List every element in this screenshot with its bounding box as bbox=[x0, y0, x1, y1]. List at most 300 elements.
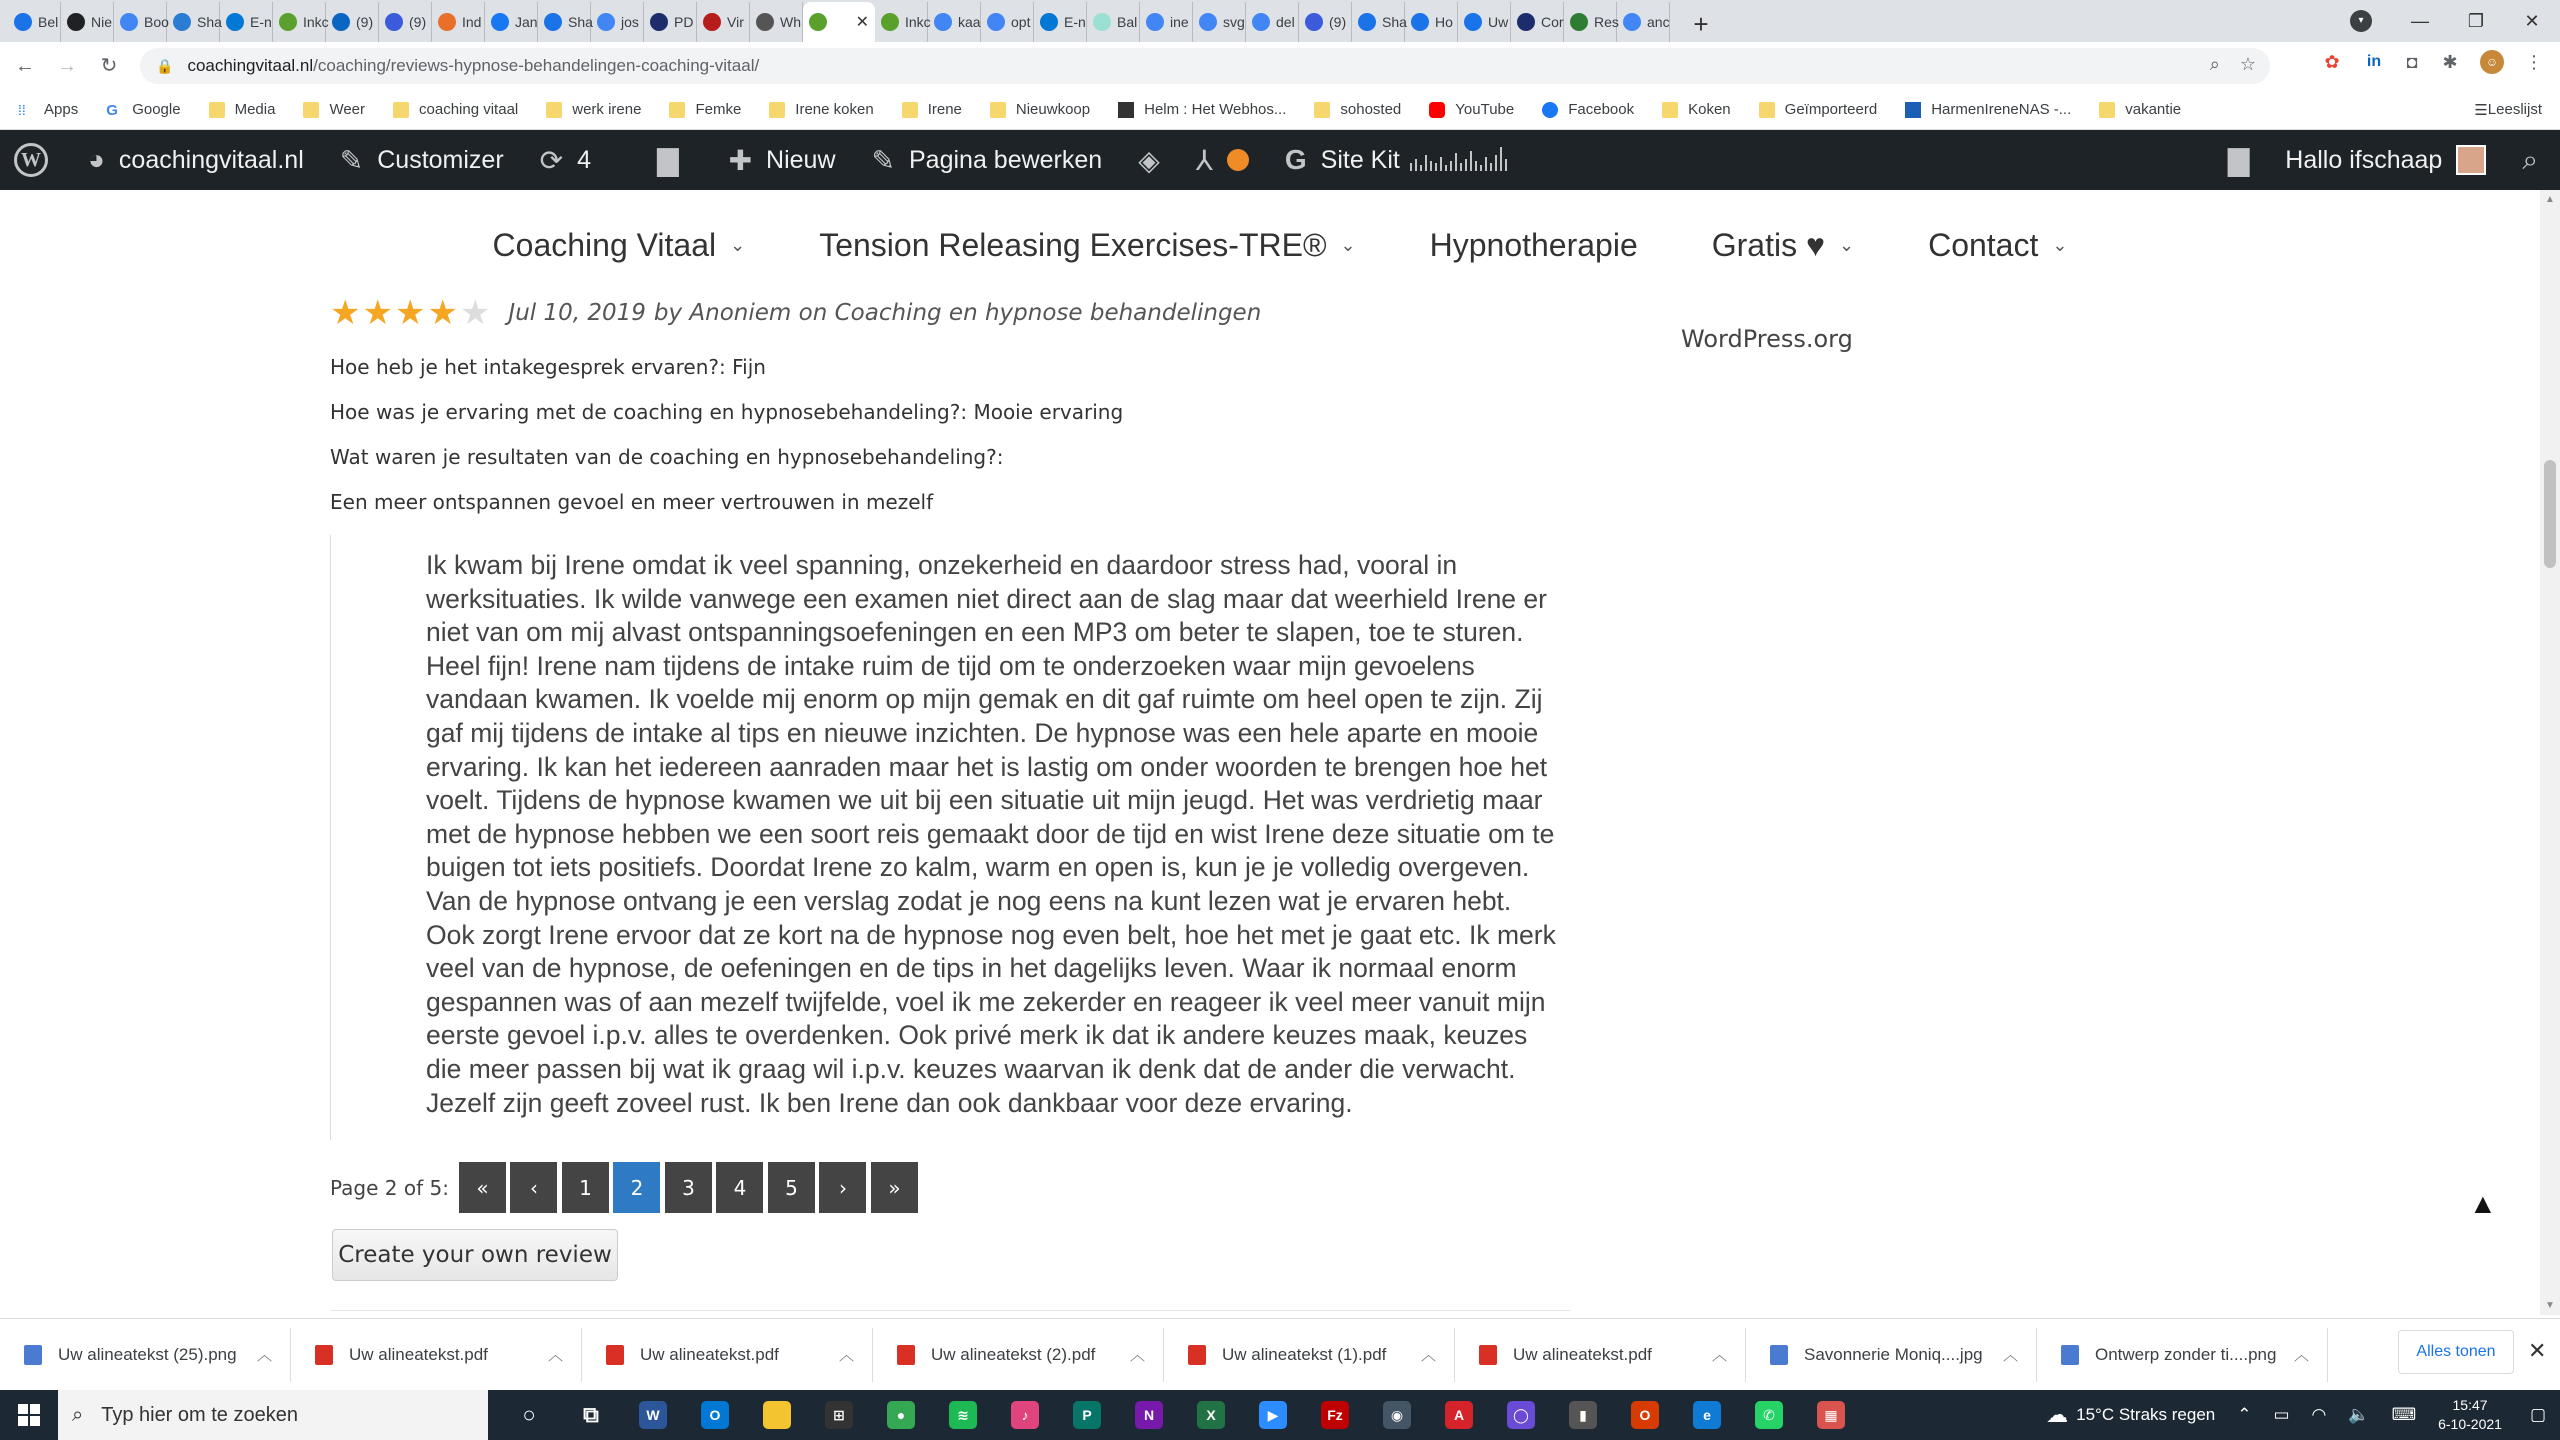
chevron-up-icon[interactable]: ︿ bbox=[2002, 1347, 2018, 1364]
bookmark-site[interactable] bbox=[1118, 101, 1286, 118]
diamond-icon: ◈ bbox=[1138, 144, 1160, 176]
tab-title: (9) bbox=[1329, 14, 1347, 30]
chevron-down-icon: ⌄ bbox=[730, 234, 746, 255]
filezilla-icon: Fz bbox=[1321, 1401, 1349, 1429]
tab[interactable] bbox=[8, 2, 61, 42]
filezilla-taskbar-button[interactable] bbox=[1304, 1390, 1366, 1440]
seo-status-dot bbox=[1227, 149, 1249, 171]
folder-icon bbox=[209, 102, 225, 118]
tab-title: Cor bbox=[1541, 14, 1564, 30]
clock-time: 15:47 bbox=[2452, 1397, 2488, 1413]
download-filename: Savonnerie Moniq....jpg bbox=[1804, 1344, 1983, 1364]
tab-title: Boo bbox=[144, 14, 169, 30]
excel-taskbar-button[interactable] bbox=[1180, 1390, 1242, 1440]
tab-title: jos bbox=[621, 14, 639, 30]
tab[interactable] bbox=[1511, 2, 1564, 42]
tab-title: Bal bbox=[1117, 14, 1138, 30]
tab[interactable] bbox=[697, 2, 750, 42]
publisher-taskbar-button[interactable] bbox=[1056, 1390, 1118, 1440]
bookmark-label: Irene bbox=[927, 101, 962, 118]
close-window-icon[interactable]: ✕ bbox=[2524, 10, 2540, 31]
bookmark-facebook[interactable] bbox=[1542, 101, 1634, 118]
pdf-file-icon bbox=[315, 1345, 333, 1365]
tab-active[interactable] bbox=[803, 2, 875, 42]
tab-favicon-icon bbox=[1464, 13, 1482, 31]
tab-favicon-icon bbox=[597, 13, 615, 31]
download-item[interactable] bbox=[2037, 1328, 2328, 1382]
nav-item[interactable] bbox=[1430, 227, 1638, 264]
tab[interactable] bbox=[1034, 2, 1087, 42]
tab[interactable] bbox=[432, 2, 485, 42]
scroll-down-arrow-icon[interactable]: ▼ bbox=[2545, 1300, 2555, 1311]
browser-toolbar bbox=[0, 42, 2560, 90]
network-icon[interactable]: ▭ bbox=[2273, 1405, 2290, 1424]
circle-app-icon: ◯ bbox=[1507, 1401, 1535, 1429]
tab[interactable] bbox=[1564, 2, 1617, 42]
pagination-button[interactable]: 5 bbox=[768, 1162, 815, 1213]
star-filled-icon: ★ bbox=[362, 293, 393, 333]
bookmark-label: Irene koken bbox=[795, 101, 874, 118]
whatsapp-icon: ✆ bbox=[1755, 1401, 1783, 1429]
usb-icon: ▮ bbox=[1569, 1401, 1597, 1429]
sidebar-wordpress-link[interactable]: WordPress.org bbox=[1681, 325, 1853, 353]
tab[interactable] bbox=[1352, 2, 1405, 42]
itunes-taskbar-button[interactable] bbox=[994, 1390, 1056, 1440]
language-icon[interactable]: ⌨ bbox=[2391, 1405, 2417, 1424]
updates-link[interactable] bbox=[522, 130, 609, 190]
tab-title: Res bbox=[1594, 14, 1619, 30]
comment-icon: ▇ bbox=[657, 144, 679, 176]
tab-favicon-icon bbox=[650, 13, 668, 31]
tab-title: PD bbox=[674, 14, 694, 30]
reading-list-icon: ☰ bbox=[2474, 101, 2488, 119]
tab-title: Ind bbox=[462, 14, 482, 30]
user-avatar bbox=[2456, 145, 2486, 175]
download-filename: Uw alineatekst.pdf bbox=[640, 1344, 779, 1364]
tab[interactable] bbox=[1405, 2, 1458, 42]
back-icon[interactable]: ← bbox=[15, 55, 35, 77]
chevron-up-icon[interactable]: ︿ bbox=[1711, 1347, 1727, 1364]
outlook-icon: O bbox=[701, 1401, 729, 1429]
youtube-icon bbox=[1429, 102, 1445, 118]
browser-menu-icon[interactable]: ⋮ bbox=[2525, 52, 2543, 72]
review-question-results: Wat waren je resultaten van de coaching en hypnosebehandeling?: bbox=[330, 445, 1004, 469]
pdf-file-icon bbox=[1479, 1345, 1497, 1365]
tab[interactable] bbox=[220, 2, 273, 42]
tab-title: svg bbox=[1223, 14, 1245, 30]
chevron-up-icon[interactable]: ︿ bbox=[838, 1347, 854, 1364]
chevron-up-icon[interactable]: ︿ bbox=[2293, 1347, 2309, 1364]
tab[interactable] bbox=[538, 2, 591, 42]
chevron-down-icon: ⌄ bbox=[2052, 234, 2068, 255]
zoom-icon[interactable]: ⌕ bbox=[2209, 54, 2220, 74]
whatsapp-taskbar-button[interactable] bbox=[1738, 1390, 1800, 1440]
tab-favicon-icon bbox=[1252, 13, 1270, 31]
yoast-seo-menu[interactable] bbox=[1178, 130, 1267, 190]
create-review-button[interactable]: Create your own review bbox=[332, 1229, 618, 1281]
my-account-menu[interactable] bbox=[2281, 130, 2504, 190]
review-answer-results: Een meer ontspannen gevoel en meer vertrouwen in mezelf bbox=[330, 490, 934, 514]
store-icon: ⊞ bbox=[825, 1401, 853, 1429]
task-view-icon: ⧉ bbox=[583, 1402, 599, 1427]
bookmark-folder[interactable] bbox=[1314, 101, 1401, 118]
store-taskbar-button[interactable] bbox=[808, 1390, 870, 1440]
notification-icon: ▇ bbox=[2227, 144, 2250, 176]
bookmark-nas[interactable] bbox=[1905, 101, 2071, 118]
tab-favicon-icon bbox=[1411, 13, 1429, 31]
folder-icon bbox=[769, 102, 785, 118]
tab-favicon-icon bbox=[67, 13, 85, 31]
pdf-file-icon bbox=[1188, 1345, 1206, 1365]
reading-list-label: Leeslijst bbox=[2487, 101, 2542, 118]
star-filled-icon: ★ bbox=[394, 293, 426, 333]
diamond-plugin-menu[interactable] bbox=[1120, 130, 1178, 190]
pagination-button[interactable]: 4 bbox=[716, 1162, 763, 1213]
tab-favicon-icon bbox=[756, 13, 774, 31]
wordpress-icon: W bbox=[14, 143, 48, 177]
tab-search-icon[interactable]: ▾ bbox=[2350, 10, 2372, 32]
tab-favicon-icon bbox=[226, 13, 244, 31]
paint-taskbar-button[interactable] bbox=[1800, 1390, 1862, 1440]
tab-title: Sha bbox=[197, 14, 222, 30]
acrobat-taskbar-button[interactable] bbox=[1428, 1390, 1490, 1440]
tab[interactable] bbox=[1458, 2, 1511, 42]
tab[interactable] bbox=[273, 2, 329, 42]
new-content-menu[interactable] bbox=[711, 130, 854, 190]
review-date: Jul 10, 2019 bbox=[508, 300, 646, 326]
review-body: Ik kwam bij Irene omdat ik veel spanning, onzekerheid en daardoor stress had, vooral in werksituaties. Ik wilde vanwege een examen niet direct aan de slag maar dat weerhield Irene er niet van om mij alvast ontspanningsoefeningen en een MP3 om beter te slapen, toe te sturen. Heel fijn! Irene nam tijdens de intake ruim de tijd om te onderzoeken waar mijn gevoelens vandaan kwamen. Ik voelde mij enorm op mijn gemak en dit gaf ruimte om heel open te zijn. Zij gaf mij tijdens de intake al tips en nieuwe inzichten. De hypnose was een hele aparte en mooie ervaring. Ik kan het iedereen aanraden maar het is lastig om onder woorden te brengen hoe het voelt. Tijdens de hypnose kwamen we uit bij een situatie uit mijn jeugd. Het was verdrietig maar met de hypnose hebben we een soort reis gemaakt door de tijd en wist Irene deze situatie om te buigen tot iets positiefs. Doordat Irene zo kalm, warm en open is, kun je je volledig overgeven. Van de hypnose ontvang je een verslag zodat je nog eens na kunt lezen wat je ervaren hebt. Ook zorgt Irene ervoor dat ze kort na de hypnose nog even belt, hoe het met je gaat etc. Ik merk veel van de hypnose, de oefeningen en de tips in het dagelijks leven. Waar ik normaal enorm gespannen was of aan mezelf twijfelde, voel ik me zekerder en reageer ik veel meer vanuit mijn eerste gevoel i.p.v. alles te overdenken. Ook privé merk ik dat ik andere keuzes maak, keuzes die meer passen bij wat ik graag wil i.p.v. keuzes waarvan ik denk dat de ander die verwacht. Jezelf zijn geeft zoveel rust. Ik ben Irene dan ook dankbaar voor deze ervaring. bbox=[330, 535, 1565, 1140]
word-taskbar-button[interactable] bbox=[622, 1390, 684, 1440]
cortana-taskbar-button[interactable] bbox=[498, 1390, 560, 1440]
bookmark-label: Media bbox=[234, 101, 276, 118]
tab-favicon-icon bbox=[385, 13, 403, 31]
tab-title: opt bbox=[1011, 14, 1031, 30]
review-question-experience: Hoe was je ervaring met de coaching en hypnosebehandeling?: Mooie ervaring bbox=[330, 400, 1124, 424]
download-item[interactable] bbox=[873, 1328, 1164, 1382]
yoast-icon: ⅄ bbox=[1195, 144, 1213, 176]
download-item[interactable] bbox=[0, 1328, 291, 1382]
tab[interactable] bbox=[167, 2, 220, 42]
bookmark-label: Google bbox=[132, 101, 181, 118]
new-tab-icon[interactable]: + bbox=[1693, 9, 1709, 39]
bookmark-folder[interactable] bbox=[902, 101, 962, 118]
star-filled-icon: ★ bbox=[330, 293, 361, 333]
reload-icon[interactable]: ↻ bbox=[100, 55, 118, 77]
taskbar-search-placeholder: Typ hier om te zoeken bbox=[101, 1403, 298, 1426]
minimize-icon[interactable]: — bbox=[2411, 10, 2429, 31]
chevron-up-icon[interactable]: ︿ bbox=[256, 1347, 272, 1364]
tab-favicon-icon bbox=[1146, 13, 1164, 31]
tab[interactable] bbox=[750, 2, 803, 42]
nav-item[interactable] bbox=[819, 227, 1355, 264]
tab-favicon-icon bbox=[1093, 13, 1111, 31]
bookmark-youtube[interactable] bbox=[1429, 101, 1514, 118]
zoom-taskbar-button[interactable] bbox=[1242, 1390, 1304, 1440]
bookmark-star-icon[interactable]: ☆ bbox=[2239, 54, 2256, 74]
vpn-taskbar-button[interactable] bbox=[1366, 1390, 1428, 1440]
bookmark-folder[interactable] bbox=[546, 101, 641, 118]
forward-icon[interactable]: → bbox=[57, 55, 77, 77]
tab-favicon-icon bbox=[544, 13, 562, 31]
address-bar[interactable] bbox=[140, 48, 2270, 84]
publisher-icon: P bbox=[1073, 1401, 1101, 1429]
linkedin-extension-icon[interactable]: in bbox=[2366, 53, 2382, 70]
bookmark-label: Weer bbox=[329, 101, 366, 118]
site-navigation bbox=[0, 190, 2560, 300]
color-extension-icon[interactable]: ✿ bbox=[2324, 52, 2340, 72]
tab[interactable] bbox=[485, 2, 538, 42]
tab-favicon-icon bbox=[1570, 13, 1588, 31]
pagination-button[interactable]: › bbox=[819, 1162, 866, 1213]
download-filename: Uw alineatekst.pdf bbox=[349, 1344, 488, 1364]
nav-item[interactable] bbox=[1928, 227, 2067, 264]
task-view-taskbar-button[interactable] bbox=[560, 1390, 622, 1440]
maximize-icon[interactable]: ❐ bbox=[2467, 10, 2485, 31]
weather-text[interactable]: 15°C Straks regen bbox=[2076, 1405, 2216, 1424]
taskbar-search[interactable] bbox=[58, 1390, 488, 1440]
tab-title: Uw bbox=[1488, 14, 1509, 30]
jpg-file-icon bbox=[1770, 1345, 1788, 1365]
office-taskbar-button[interactable] bbox=[1614, 1390, 1676, 1440]
tab[interactable] bbox=[1087, 2, 1140, 42]
zoom-icon: ▶ bbox=[1259, 1401, 1287, 1429]
folder-icon bbox=[1759, 102, 1775, 118]
updates-icon: ⟳ bbox=[539, 144, 564, 176]
tab-favicon-icon bbox=[1358, 13, 1376, 31]
pagination-button[interactable]: 1 bbox=[562, 1162, 609, 1213]
review-header bbox=[330, 295, 1570, 331]
bookmark-folder[interactable] bbox=[2099, 101, 2181, 118]
extensions-puzzle-icon[interactable]: ✱ bbox=[2442, 52, 2458, 72]
tab-favicon-icon bbox=[809, 13, 827, 31]
bookmark-google[interactable] bbox=[106, 101, 180, 118]
tab-favicon-icon bbox=[987, 13, 1005, 31]
folder-icon bbox=[393, 102, 409, 118]
folder-icon bbox=[546, 102, 562, 118]
lock-icon: 🔒 bbox=[156, 57, 174, 74]
outlook-taskbar-button[interactable] bbox=[684, 1390, 746, 1440]
tab-favicon-icon bbox=[491, 13, 509, 31]
nav-item-label: Gratis ♥ bbox=[1711, 226, 1825, 263]
admin-search[interactable] bbox=[2504, 130, 2560, 190]
download-filename: Uw alineatekst (2).pdf bbox=[931, 1344, 1096, 1364]
pagination-current[interactable]: 2 bbox=[613, 1162, 660, 1213]
tab-title: Sha bbox=[568, 14, 593, 30]
nav-item[interactable] bbox=[493, 227, 746, 264]
bookmark-folder[interactable] bbox=[990, 101, 1090, 118]
download-item[interactable] bbox=[1746, 1328, 2037, 1382]
google-g-icon: G bbox=[1284, 144, 1307, 175]
acrobat-icon: A bbox=[1445, 1401, 1473, 1429]
pagination-button[interactable]: « bbox=[459, 1162, 506, 1213]
explorer-taskbar-button[interactable] bbox=[746, 1390, 808, 1440]
nav-item-label: Coaching Vitaal bbox=[492, 226, 717, 263]
download-item[interactable] bbox=[1164, 1328, 1455, 1382]
brush-icon: ✎ bbox=[339, 144, 364, 176]
tab-title: Nie bbox=[91, 14, 113, 30]
tab-title: E-n bbox=[250, 14, 272, 30]
spotify-icon: ≋ bbox=[949, 1401, 977, 1429]
tab-favicon-icon bbox=[1517, 13, 1535, 31]
bookmark-label: Nieuwkoop bbox=[1015, 101, 1091, 118]
edit-page-link[interactable] bbox=[854, 130, 1121, 190]
tab[interactable] bbox=[326, 2, 379, 42]
nav-item-label: Contact bbox=[1928, 226, 2039, 263]
bookmark-folder[interactable] bbox=[209, 101, 276, 118]
show-all-downloads-button[interactable]: Alles tonen bbox=[2398, 1330, 2514, 1374]
tab[interactable] bbox=[1193, 2, 1246, 42]
bookmark-label: Geïmporteerd bbox=[1784, 101, 1878, 118]
tab[interactable] bbox=[928, 2, 981, 42]
windows-taskbar bbox=[0, 1390, 2560, 1440]
onenote-icon: N bbox=[1135, 1401, 1163, 1429]
bookmark-folder[interactable] bbox=[1662, 101, 1731, 118]
circle-app-taskbar-button[interactable] bbox=[1490, 1390, 1552, 1440]
nav-item[interactable] bbox=[1712, 227, 1854, 264]
bookmark-folder[interactable] bbox=[669, 101, 741, 118]
bookmark-label: Facebook bbox=[1568, 101, 1635, 118]
wp-admin-bar bbox=[0, 130, 2560, 190]
plus-icon: ✚ bbox=[728, 144, 753, 176]
tab-title: Bel bbox=[38, 14, 59, 30]
bookmark-label: Apps bbox=[44, 101, 79, 118]
tray-expand-icon[interactable]: ⌃ bbox=[2237, 1405, 2252, 1424]
pagination-button[interactable]: » bbox=[871, 1162, 918, 1213]
bookmark-folder[interactable] bbox=[303, 101, 365, 118]
chevron-up-icon[interactable]: ︿ bbox=[1129, 1347, 1145, 1364]
nav-item-label: Hypnotherapie bbox=[1429, 226, 1638, 263]
search-icon: ⌕ bbox=[2522, 143, 2538, 175]
download-filename: Uw alineatekst (25).png bbox=[58, 1344, 237, 1364]
google-icon: G bbox=[106, 101, 118, 119]
edge-taskbar-button[interactable] bbox=[1676, 1390, 1738, 1440]
bookmark-folder[interactable] bbox=[1759, 101, 1878, 118]
bookmark-label: Koken bbox=[1688, 101, 1731, 118]
itunes-icon: ♪ bbox=[1011, 1401, 1039, 1429]
tab[interactable] bbox=[644, 2, 697, 42]
tab-title: kaa bbox=[958, 14, 981, 30]
tab-close-icon[interactable]: ✕ bbox=[855, 14, 869, 31]
comments-link[interactable] bbox=[639, 130, 711, 190]
download-item[interactable] bbox=[291, 1328, 582, 1382]
onenote-taskbar-button[interactable] bbox=[1118, 1390, 1180, 1440]
tab-favicon-icon bbox=[1623, 13, 1641, 31]
folder-icon bbox=[669, 102, 685, 118]
chevron-down-icon: ⌄ bbox=[1838, 234, 1855, 255]
review-byline: by Anoniem on Coaching en hypnose behandelingen bbox=[653, 300, 1262, 326]
updates-count: 4 bbox=[577, 145, 592, 174]
clock-date: 6-10-2021 bbox=[2438, 1416, 2502, 1432]
system-tray bbox=[2046, 1390, 2560, 1440]
tab[interactable] bbox=[1140, 2, 1193, 42]
volume-icon[interactable]: 🔈 bbox=[2348, 1405, 2370, 1424]
chevron-up-icon[interactable]: ︿ bbox=[547, 1347, 563, 1364]
tab[interactable] bbox=[591, 2, 644, 42]
tab[interactable] bbox=[1246, 2, 1299, 42]
spotify-taskbar-button[interactable] bbox=[932, 1390, 994, 1440]
excel-icon: X bbox=[1197, 1401, 1225, 1429]
pagination-button[interactable]: ‹ bbox=[510, 1162, 557, 1213]
tab[interactable] bbox=[875, 2, 931, 42]
tab[interactable] bbox=[114, 2, 167, 42]
usb-taskbar-button[interactable] bbox=[1552, 1390, 1614, 1440]
bookmark-apps[interactable] bbox=[18, 101, 78, 118]
tab[interactable] bbox=[1299, 2, 1352, 42]
customizer-link[interactable] bbox=[322, 130, 522, 190]
bookmark-folder[interactable] bbox=[393, 101, 518, 118]
scroll-up-arrow-icon[interactable]: ▲ bbox=[2545, 194, 2555, 205]
tab[interactable] bbox=[1617, 2, 1670, 42]
star-filled-icon: ★ bbox=[427, 293, 458, 333]
png-file-icon bbox=[2061, 1345, 2079, 1365]
tab-title: Jan bbox=[515, 14, 538, 30]
start-button[interactable] bbox=[0, 1390, 58, 1440]
reading-list[interactable] bbox=[2474, 101, 2542, 119]
tab-title: Vir bbox=[727, 14, 744, 30]
close-downloads-icon[interactable]: ✕ bbox=[2528, 1338, 2547, 1363]
pdf-file-icon bbox=[606, 1345, 624, 1365]
chevron-up-icon[interactable]: ︿ bbox=[1420, 1347, 1436, 1364]
camera-extension-icon[interactable]: ◘ bbox=[2406, 52, 2418, 72]
bookmark-label: werk irene bbox=[572, 101, 642, 118]
tab-favicon-icon bbox=[279, 13, 297, 31]
bookmark-folder[interactable] bbox=[769, 101, 873, 118]
notification-center-icon[interactable]: ▢ bbox=[2529, 1405, 2546, 1424]
pencil-icon: ✎ bbox=[871, 144, 895, 176]
tab-strip bbox=[0, 0, 2560, 42]
notifications-menu[interactable] bbox=[2210, 130, 2282, 190]
star-empty-icon: ★ bbox=[459, 293, 491, 333]
download-item[interactable] bbox=[582, 1328, 873, 1382]
site-kit-menu[interactable] bbox=[1267, 130, 1525, 190]
window-controls bbox=[2392, 0, 2560, 42]
clock[interactable] bbox=[2438, 1396, 2502, 1434]
tab[interactable] bbox=[379, 2, 432, 42]
scrollbar-thumb[interactable] bbox=[2544, 460, 2556, 568]
dashboard-icon: ◕ bbox=[88, 144, 105, 175]
site-name-menu[interactable] bbox=[70, 130, 322, 190]
pagination-button[interactable]: 3 bbox=[665, 1162, 712, 1213]
url-path: /coaching/reviews-hypnose-behandelingen-coaching-vitaal/ bbox=[313, 56, 760, 75]
profile-avatar[interactable]: ☺ bbox=[2480, 50, 2504, 74]
tab-title: Wh bbox=[780, 14, 801, 30]
chrome-icon: ● bbox=[887, 1401, 915, 1429]
folder-icon bbox=[1662, 102, 1678, 118]
tab-title: E-n bbox=[1064, 14, 1086, 30]
wifi-icon[interactable]: ◠ bbox=[2311, 1405, 2327, 1424]
explorer-icon bbox=[763, 1401, 791, 1429]
tab[interactable] bbox=[61, 2, 114, 42]
scroll-to-top-icon[interactable]: ▲ bbox=[2469, 1188, 2497, 1219]
tab-title: del bbox=[1276, 14, 1295, 30]
bookmark-label: vakantie bbox=[2125, 101, 2182, 118]
chrome-taskbar-button[interactable] bbox=[870, 1390, 932, 1440]
weather-icon: ☁ bbox=[2046, 1402, 2069, 1427]
tab-favicon-icon bbox=[14, 13, 32, 31]
tab[interactable] bbox=[981, 2, 1034, 42]
downloads-shelf bbox=[0, 1318, 2560, 1390]
download-item[interactable] bbox=[1455, 1328, 1746, 1382]
customizer-label: Customizer bbox=[377, 145, 504, 174]
bookmark-label: HarmenIreneNAS -... bbox=[1931, 101, 2072, 118]
tab-title: anc bbox=[1647, 14, 1670, 30]
bookmark-label: sohosted bbox=[1340, 101, 1402, 118]
pagination-label: Page 2 of 5: bbox=[330, 1175, 449, 1200]
tab-favicon-icon bbox=[332, 13, 350, 31]
page-scrollbar[interactable] bbox=[2540, 190, 2560, 1315]
wp-logo-menu[interactable] bbox=[0, 130, 70, 190]
review-question-intake: Hoe heb je het intakegesprek ervaren?: Fijn bbox=[330, 355, 766, 379]
